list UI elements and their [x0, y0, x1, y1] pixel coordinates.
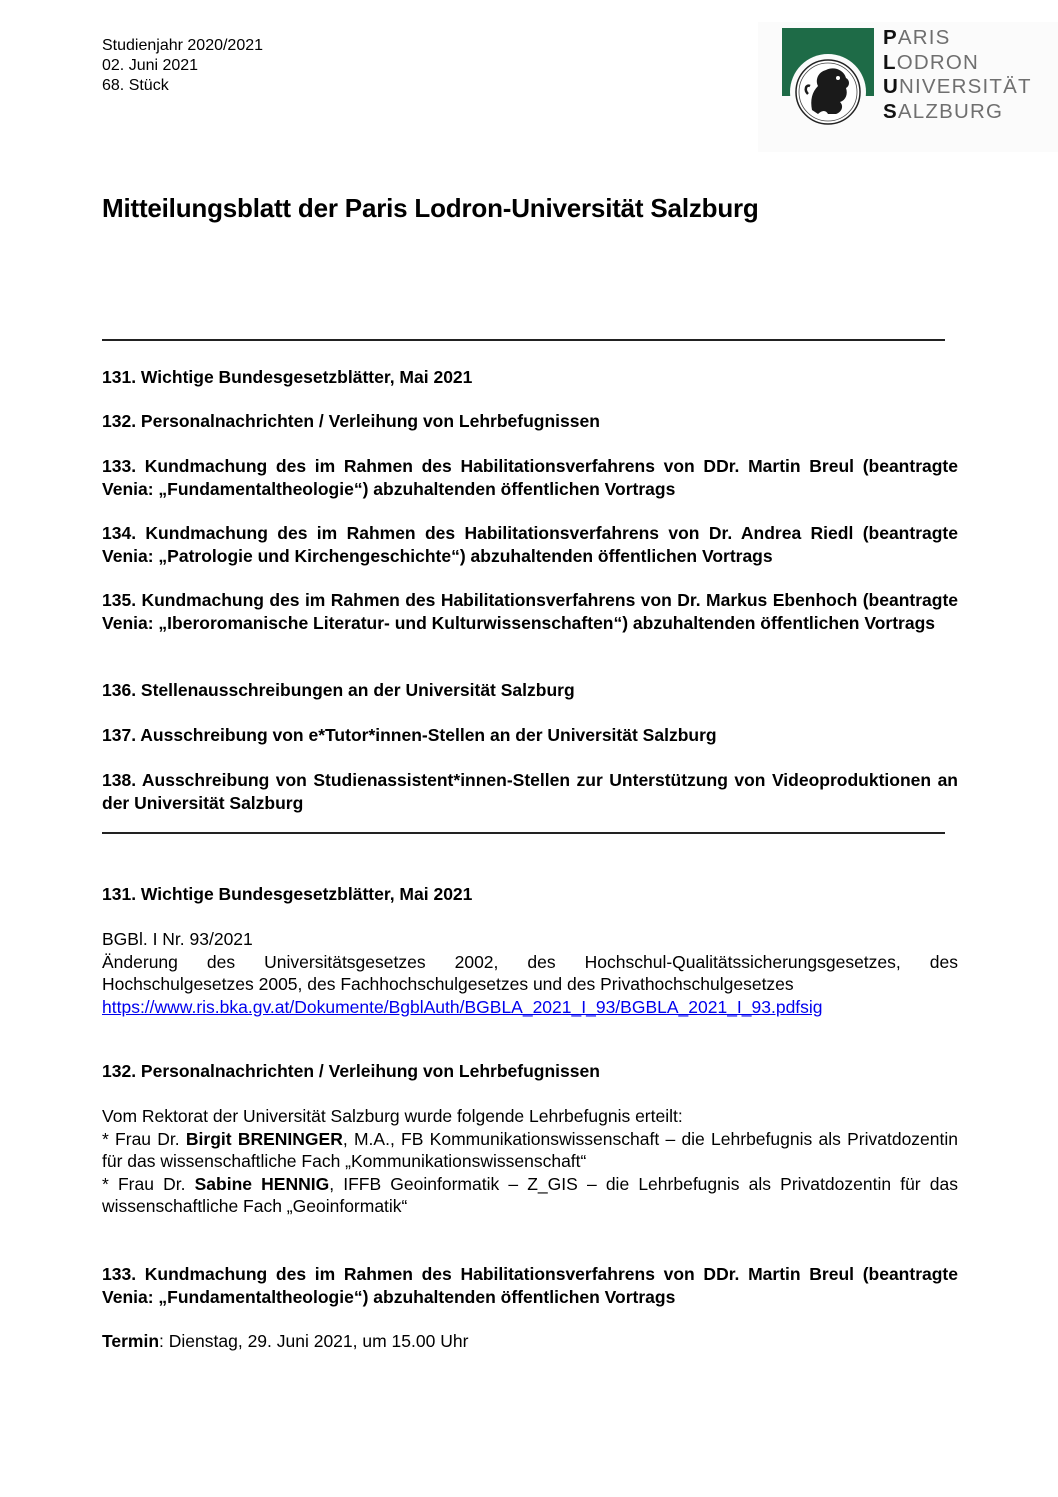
issue-number: 68. Stück: [102, 77, 169, 94]
section-133-heading: 133. Kundmachung des im Rahmen des Habilitationsverfahrens von DDr. Martin Breul (beantragte Venia: „Fundamentaltheologie“) abzuhaltenden öffentlichen Vortrags: [102, 1264, 958, 1307]
logo-word: ODRON: [896, 50, 980, 74]
list-item: [102, 1173, 958, 1218]
issue-meta: [102, 36, 263, 96]
bgbl-reference: BGBl. I Nr. 93/2021: [102, 929, 253, 949]
divider-top: [102, 339, 945, 341]
toc-item-136[interactable]: 136. Stellenausschreibungen an der Universität Salzburg: [102, 680, 575, 700]
logo-initial: L: [883, 50, 897, 74]
bgbl-link[interactable]: https://www.ris.bka.gv.at/Dokumente/BgblAuth/BGBLA_2021_I_93/BGBLA_2021_I_93.pdfsig: [102, 996, 823, 1017]
termin-value: : Dienstag, 29. Juni 2021, um 15.00 Uhr: [159, 1331, 469, 1351]
toc-item-134[interactable]: 134. Kundmachung des im Rahmen des Habilitationsverfahrens von Dr. Andrea Riedl (beantragte Venia: „Patrologie und Kirchengeschichte“) abzuhaltenden öffentlichen Vortrags: [102, 523, 958, 566]
section-132-heading: 132. Personalnachrichten / Verleihung von Lehrbefugnissen: [102, 1061, 600, 1081]
entry-details: , M.A., FB Kommunikationswissenschaft – die Lehrbefugnis als Privatdozentin für das wissenschaftliche Fach „Kommunikationswissenschaft“: [102, 1128, 958, 1171]
entry-name: Sabine HENNIG: [194, 1173, 330, 1194]
entry-details: , IFFB Geoinformatik – Z_GIS – die Lehrbefugnis als Privatdozentin für das wissenschaftliche Fach „Geoinformatik“: [102, 1173, 959, 1216]
termin-label: Termin: [102, 1331, 160, 1351]
toc-item-138[interactable]: 138. Ausschreibung von Studienassistent*innen-Stellen zur Unterstützung von Videoproduktionen an der Universität Salzburg: [102, 770, 958, 813]
logo-wordmark: [883, 26, 1032, 124]
logo-initial: S: [883, 99, 898, 123]
section-133-body: [102, 1330, 958, 1353]
toc-item-137[interactable]: 137. Ausschreibung von e*Tutor*innen-Stellen an der Universität Salzburg: [102, 725, 717, 745]
logo-word: NIVERSITÄT: [899, 75, 1032, 98]
issue-date: 02. Juni 2021: [102, 57, 199, 74]
page-title: Mitteilungsblatt der Paris Lodron-Universität Salzburg: [102, 193, 759, 223]
section-131-body: [102, 928, 958, 1018]
entry-name: Birgit BRENINGER: [185, 1128, 343, 1149]
entry-prefix: * Frau Dr.: [102, 1128, 186, 1149]
toc-item-135[interactable]: 135. Kundmachung des im Rahmen des Habilitationsverfahrens von Dr. Markus Ebenhoch (beantragte Venia: „Iberoromanische Literatur- und Kulturwissenschaften“) abzuhaltenden öffentlichen Vortrags: [102, 590, 958, 633]
section-131-heading: 131. Wichtige Bundesgesetzblätter, Mai 2021: [102, 884, 473, 904]
list-item: [102, 1128, 958, 1173]
termin-line: [102, 1330, 958, 1353]
section-132-body: [102, 1105, 958, 1218]
toc-item-131[interactable]: 131. Wichtige Bundesgesetzblätter, Mai 2021: [102, 367, 473, 387]
divider-bottom: [102, 832, 945, 834]
bgbl-description: Änderung des Universitätsgesetzes 2002, des Hochschul-Qualitätssicherungsgesetzes, des Hochschulgesetzes 2005, des Fachhochschulgesetzes und des Privathochschulgesetzes: [102, 951, 958, 994]
logo-word: ALZBURG: [897, 99, 1004, 123]
logo-initial: P: [883, 26, 898, 49]
logo-word: ARIS: [897, 26, 951, 49]
academic-year: Studienjahr 2020/2021: [102, 37, 264, 54]
entry-prefix: * Frau Dr.: [102, 1173, 195, 1194]
section-132-intro: Vom Rektorat der Universität Salzburg wurde folgende Lehrbefugnis erteilt:: [102, 1106, 683, 1126]
university-logo: [758, 22, 1058, 152]
lion-seal-icon: [782, 28, 874, 128]
toc-item-133[interactable]: 133. Kundmachung des im Rahmen des Habilitationsverfahrens von DDr. Martin Breul (beantragte Venia: „Fundamentaltheologie“) abzuhaltenden öffentlichen Vortrags: [102, 456, 958, 499]
logo-initial: U: [883, 75, 900, 98]
toc-item-132[interactable]: 132. Personalnachrichten / Verleihung von Lehrbefugnissen: [102, 411, 600, 431]
